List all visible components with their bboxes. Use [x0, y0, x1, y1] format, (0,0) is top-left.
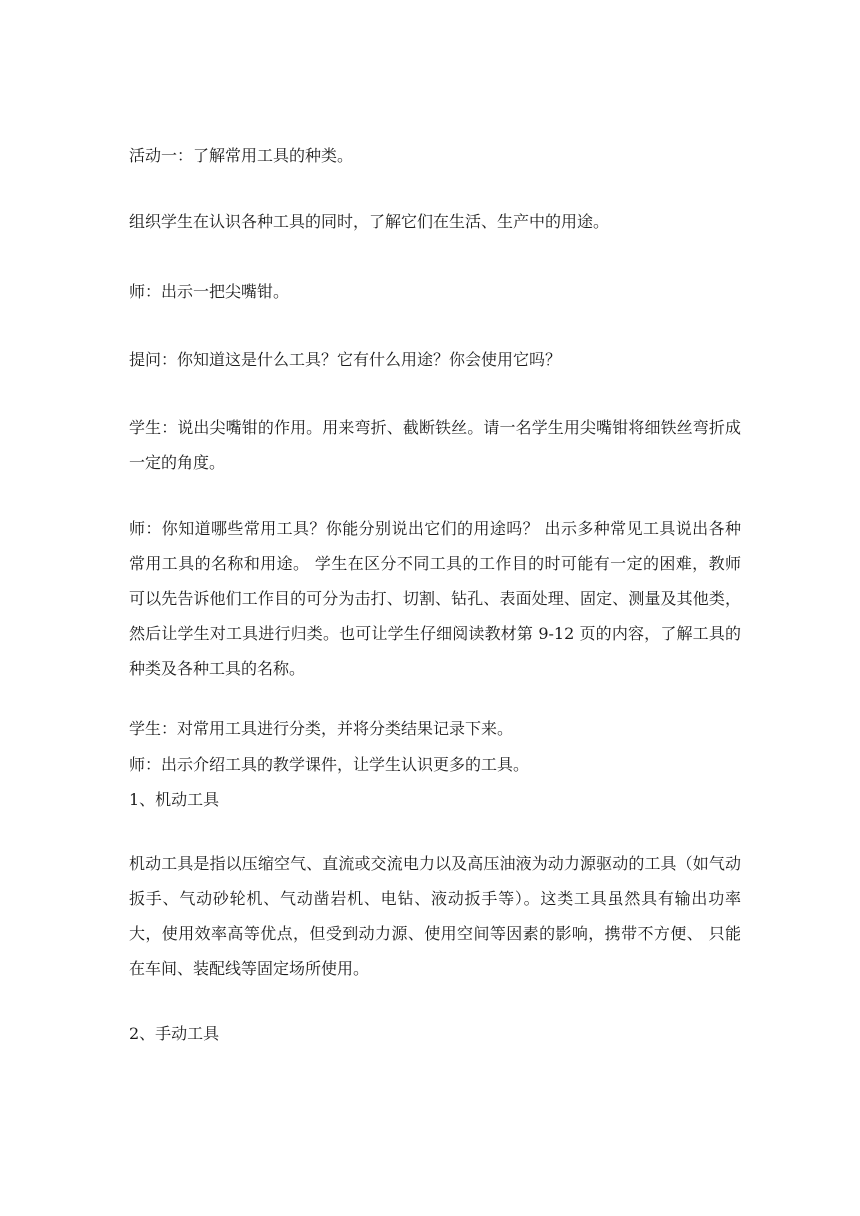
- teacher-show-pliers: 师：出示一把尖嘴钳。: [129, 282, 290, 301]
- teacher-courseware-line: 师：出示介绍工具的教学课件，让学生认识更多的工具。: [129, 755, 530, 774]
- powered-tools-paragraph: 机动工具是指以压缩空气、直流或交流电力以及高压油液为动力源驱动的工具（如气动扳手、气动砂轮机、气动凿岩机、电钻、液动扳手等）。这类工具虽然具有输出功率大，使用效率高等优点，但受到动力源、使用空间等因素的影响，携带不方便、 只能在车间、装配线等固定场所使用。: [129, 854, 741, 978]
- section-heading-hand-tools: 2、手动工具: [129, 1024, 220, 1043]
- question-paragraph: 提问：你知道这是什么工具？它有什么用途？你会使用它吗？: [129, 350, 562, 369]
- section-heading-powered-tools: 1、机动工具: [129, 790, 220, 809]
- student-classify-line: 学生：对常用工具进行分类，并将分类结果记录下来。: [129, 719, 514, 738]
- activity-heading: 活动一：了解常用工具的种类。: [129, 146, 354, 165]
- teacher-question-paragraph: 师：你知道哪些常用工具？你能分别说出它们的用途吗？ 出示多种常见工具说出各种常用工具的名称和用途。 学生在区分不同工具的工作目的时可能有一定的困难，教师可以先告诉他们工作目的可分为击打、切割、钻孔、表面处理、固定、测量及其他类，然后让学生对工具进行归类。也可让学生仔细阅读教材第 9-12 页的内容，了解工具的种类及各种工具的名称。: [129, 519, 741, 678]
- organize-paragraph: 组织学生在认识各种工具的同时，了解它们在生活、生产中的用途。: [129, 212, 610, 231]
- student-answer-paragraph: 学生：说出尖嘴钳的作用。用来弯折、截断铁丝。请一名学生用尖嘴钳将细铁丝弯折成一定的角度。: [129, 418, 741, 472]
